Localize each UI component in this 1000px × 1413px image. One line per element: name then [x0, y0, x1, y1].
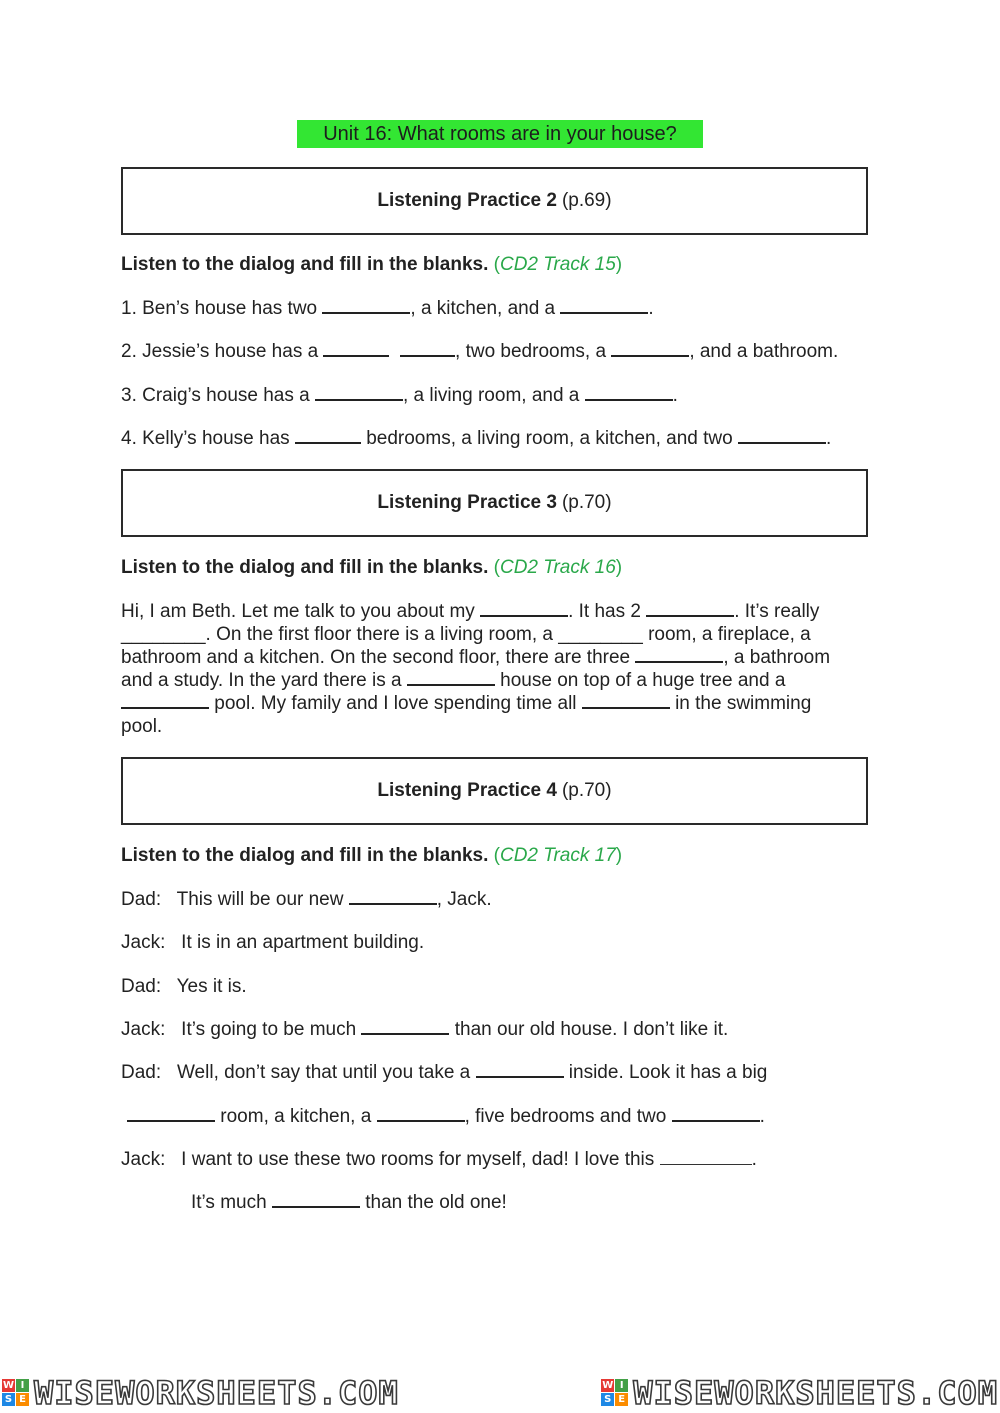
dialog-line	[121, 1018, 728, 1041]
dialog-line	[121, 1148, 757, 1171]
dialog-text: than our old house. I don’t like it.	[449, 1019, 729, 1040]
question-text: 1. Ben’s house has two	[121, 298, 323, 319]
section-header-box	[121, 469, 868, 537]
passage-text: , a bathroom	[723, 647, 831, 668]
dialog-text: Jack: It’s going to be much	[121, 1019, 362, 1040]
answer-blank[interactable]	[322, 297, 410, 314]
dialog-text: Jack: It is in an apartment building.	[121, 932, 425, 953]
passage-text: . It’s really	[734, 601, 820, 622]
passage-text: pool.	[121, 716, 163, 737]
passage-text: Hi, I am Beth. Let me talk to you about my	[121, 601, 481, 622]
answer-blank[interactable]	[121, 692, 209, 709]
instruction: Listen to the dialog and fill in the blanks. (CD2 Track 16)	[121, 557, 623, 578]
answer-blank[interactable]	[400, 340, 455, 357]
answer-blank[interactable]	[738, 427, 826, 444]
answer-blank[interactable]	[582, 692, 670, 709]
page-reference: (p.70)	[561, 492, 612, 513]
dialog-text: It’s much	[191, 1192, 272, 1213]
answer-blank[interactable]	[585, 384, 673, 401]
dialog-line	[127, 1105, 765, 1128]
page-reference: (p.70)	[561, 780, 612, 801]
watermark-segment	[601, 1374, 998, 1412]
question-text: bedrooms, a living room, a kitchen, and two	[360, 428, 738, 449]
instruction: Listen to the dialog and fill in the blanks. (CD2 Track 17)	[121, 845, 623, 866]
passage-text: and a study. In the yard there is a	[121, 670, 407, 691]
dialog-text: Dad: Yes it is.	[121, 976, 247, 997]
answer-blank[interactable]	[315, 384, 403, 401]
passage-text: ________	[121, 624, 206, 645]
dialog-text: .	[751, 1149, 757, 1170]
dialog-text: Dad: This will be our new	[121, 889, 349, 910]
dialog-text: Dad: Well, don’t say that until you take a	[121, 1062, 476, 1083]
answer-blank[interactable]	[660, 1149, 752, 1165]
answer-blank[interactable]	[476, 1061, 564, 1078]
passage-text: house on top of a huge tree and a	[494, 670, 786, 691]
dialog-text: than the old one!	[359, 1192, 507, 1213]
question-text: 2. Jessie’s house has a	[121, 341, 324, 362]
dialog-line	[121, 931, 424, 954]
section-heading: Listening Practice 4	[377, 780, 557, 801]
wiseworksheets-logo-icon: W I S E	[601, 1379, 628, 1406]
passage-text: . On the first floor there is a living room, a	[205, 624, 559, 645]
page-title: Unit 16: What rooms are in your house?	[297, 120, 703, 148]
instruction-text: Listen to the dialog and fill in the blanks.	[121, 254, 489, 275]
question-text: 3. Craig’s house has a	[121, 385, 315, 406]
track-label: CD2 Track 17	[499, 845, 616, 866]
footer-watermark	[0, 1372, 1000, 1413]
watermark-segment	[2, 1374, 399, 1412]
passage-text: bathroom and a kitchen. On the second floor, there are three	[121, 647, 636, 668]
dialog-text: , Jack.	[436, 889, 492, 910]
answer-blank[interactable]	[560, 297, 648, 314]
answer-blank[interactable]	[377, 1105, 465, 1122]
page-reference: (p.69)	[561, 190, 612, 211]
answer-blank[interactable]	[127, 1105, 215, 1122]
passage-text: ________	[558, 624, 643, 645]
dialog-text: .	[759, 1106, 765, 1127]
question-text: .	[672, 385, 678, 406]
answer-blank[interactable]	[646, 600, 734, 617]
dialog-line	[121, 888, 492, 911]
track-label: CD2 Track 15	[499, 254, 616, 275]
question-item	[121, 297, 654, 320]
dialog-text: room, a kitchen, a	[215, 1106, 377, 1127]
instruction-text: Listen to the dialog and fill in the blanks.	[121, 845, 489, 866]
passage-text: in the swimming	[669, 693, 812, 714]
section-heading: Listening Practice 3	[377, 492, 557, 513]
track-label: CD2 Track 16	[499, 557, 616, 578]
answer-blank[interactable]	[635, 646, 723, 663]
section-heading: Listening Practice 2	[377, 190, 557, 211]
dialog-line	[121, 975, 247, 998]
question-text: 4. Kelly’s house has	[121, 428, 295, 449]
question-text: , a living room, and a	[403, 385, 585, 406]
question-item	[121, 384, 678, 407]
wiseworksheets-logo-icon: W I S E	[2, 1379, 29, 1406]
dialog-text: , five bedrooms and two	[464, 1106, 672, 1127]
section-header-box	[121, 757, 868, 825]
instruction: Listen to the dialog and fill in the blanks. (CD2 Track 15)	[121, 254, 623, 275]
answer-blank[interactable]	[272, 1191, 360, 1208]
question-item	[121, 427, 831, 450]
section-header-box	[121, 167, 868, 235]
answer-blank[interactable]	[323, 340, 389, 357]
dialog-line	[191, 1191, 507, 1214]
answer-blank[interactable]	[672, 1105, 760, 1122]
watermark-text: WISEWORKSHEETS.COM	[633, 1373, 998, 1412]
dialog-text: inside. Look it has a big	[563, 1062, 768, 1083]
question-item	[121, 340, 838, 363]
instruction-text: Listen to the dialog and fill in the blanks.	[121, 557, 489, 578]
answer-blank[interactable]	[611, 340, 689, 357]
passage	[121, 600, 881, 738]
question-text: .	[825, 428, 832, 449]
watermark-text: WISEWORKSHEETS.COM	[34, 1373, 399, 1412]
question-text: .	[648, 298, 654, 319]
dialog-line	[121, 1061, 767, 1084]
question-text: , and a bathroom.	[689, 341, 839, 362]
answer-blank[interactable]	[295, 427, 361, 444]
dialog-text: Jack: I want to use these two rooms for myself, dad! I love this	[121, 1149, 660, 1170]
passage-text: room, a fireplace, a	[642, 624, 811, 645]
answer-blank[interactable]	[349, 888, 437, 905]
question-text: , two bedrooms, a	[455, 341, 612, 362]
passage-text: . It has 2	[568, 601, 647, 622]
answer-blank[interactable]	[407, 669, 495, 686]
passage-text: pool. My family and I love spending time all	[209, 693, 582, 714]
question-text: , a kitchen, and a	[410, 298, 561, 319]
answer-blank[interactable]	[480, 600, 568, 617]
answer-blank[interactable]	[361, 1018, 449, 1035]
